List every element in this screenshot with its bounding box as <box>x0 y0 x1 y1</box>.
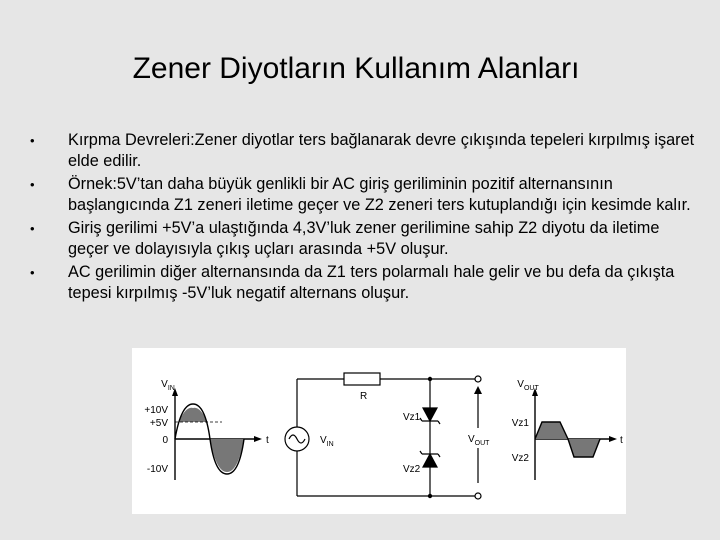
bullet-text: Kırpma Devreleri:Zener diyotlar ters bağlanarak devre çıkışında tepeleri kırpılmış işaret elde edilir. <box>68 131 695 170</box>
input-x-arrow <box>254 436 262 442</box>
resistor-label: R <box>360 391 368 402</box>
output-x-arrow <box>609 436 617 442</box>
bullet-item <box>28 218 698 260</box>
input-clip-region-negative <box>210 439 244 472</box>
input-level-plus5: +5V <box>149 418 168 429</box>
source-label: $V_{IN}$ <box>320 435 334 448</box>
input-level-minus10: -10V <box>146 464 168 475</box>
bullet-dot: • <box>30 177 35 192</box>
clipper-circuit-figure <box>132 348 626 514</box>
junction-bottom <box>428 494 432 498</box>
output-positive-fill <box>535 422 568 439</box>
zener-z1-icon <box>423 408 437 421</box>
bullet-text: Giriş gerilimi +5V’a ulaştığında 4,3V’luk zener gerilimine sahip Z2 diyotu da iletime geçer ve dolayısıyla çıkış uçları arasında +5V oluşur. <box>68 219 660 258</box>
bullet-item <box>28 174 698 216</box>
bullet-item <box>28 130 698 172</box>
output-level-vz2: Vz2 <box>511 453 529 464</box>
output-level-vz1: Vz1 <box>511 418 529 429</box>
output-time-label: t <box>620 435 623 446</box>
output-terminal-bottom <box>475 493 481 499</box>
output-terminal-top <box>475 376 481 382</box>
input-axis-label: $V_{IN}$ <box>161 379 175 392</box>
bullet-list <box>28 130 698 306</box>
input-waveform-graph <box>144 379 269 480</box>
bullet-dot: • <box>30 265 35 280</box>
clipper-circuit <box>285 373 481 499</box>
zener1-label: Vz1 <box>403 412 421 423</box>
bullet-item <box>28 262 698 304</box>
resistor-r <box>344 373 380 385</box>
input-time-label: t <box>266 435 269 446</box>
input-level-plus10: +10V <box>144 405 168 416</box>
bullet-dot: • <box>30 221 35 236</box>
slide-title: Zener Diyotların Kullanım Alanları <box>132 52 580 85</box>
bullet-text: Örnek:5V’tan daha büyük genlikli bir AC giriş geriliminin pozitif alternansının başlangıcında Z1 zeneri iletime geçer ve Z2 zeneri ters kutuplandığı için kesimde kalır. <box>68 175 691 214</box>
output-axis-label: $V_{OUT}$ <box>517 379 539 392</box>
bullet-text: AC gerilimin diğer alternansında da Z1 ters polarmalı hale gelir ve bu defa da çıkışta tepesi kırpılmış -5V’luk negatif alternans oluşur. <box>68 263 675 302</box>
output-arrow-head <box>474 386 482 394</box>
zener2-label: Vz2 <box>403 464 421 475</box>
input-level-zero: 0 <box>162 435 168 446</box>
clipper-diagram <box>132 348 626 514</box>
output-waveform-graph <box>512 379 623 480</box>
output-voltage-label: $V_{OUT}$ <box>468 434 490 447</box>
bullet-dot: • <box>30 133 35 148</box>
junction-top <box>428 377 432 381</box>
zener-z2-icon <box>423 454 437 467</box>
input-clip-region-positive <box>179 408 208 422</box>
